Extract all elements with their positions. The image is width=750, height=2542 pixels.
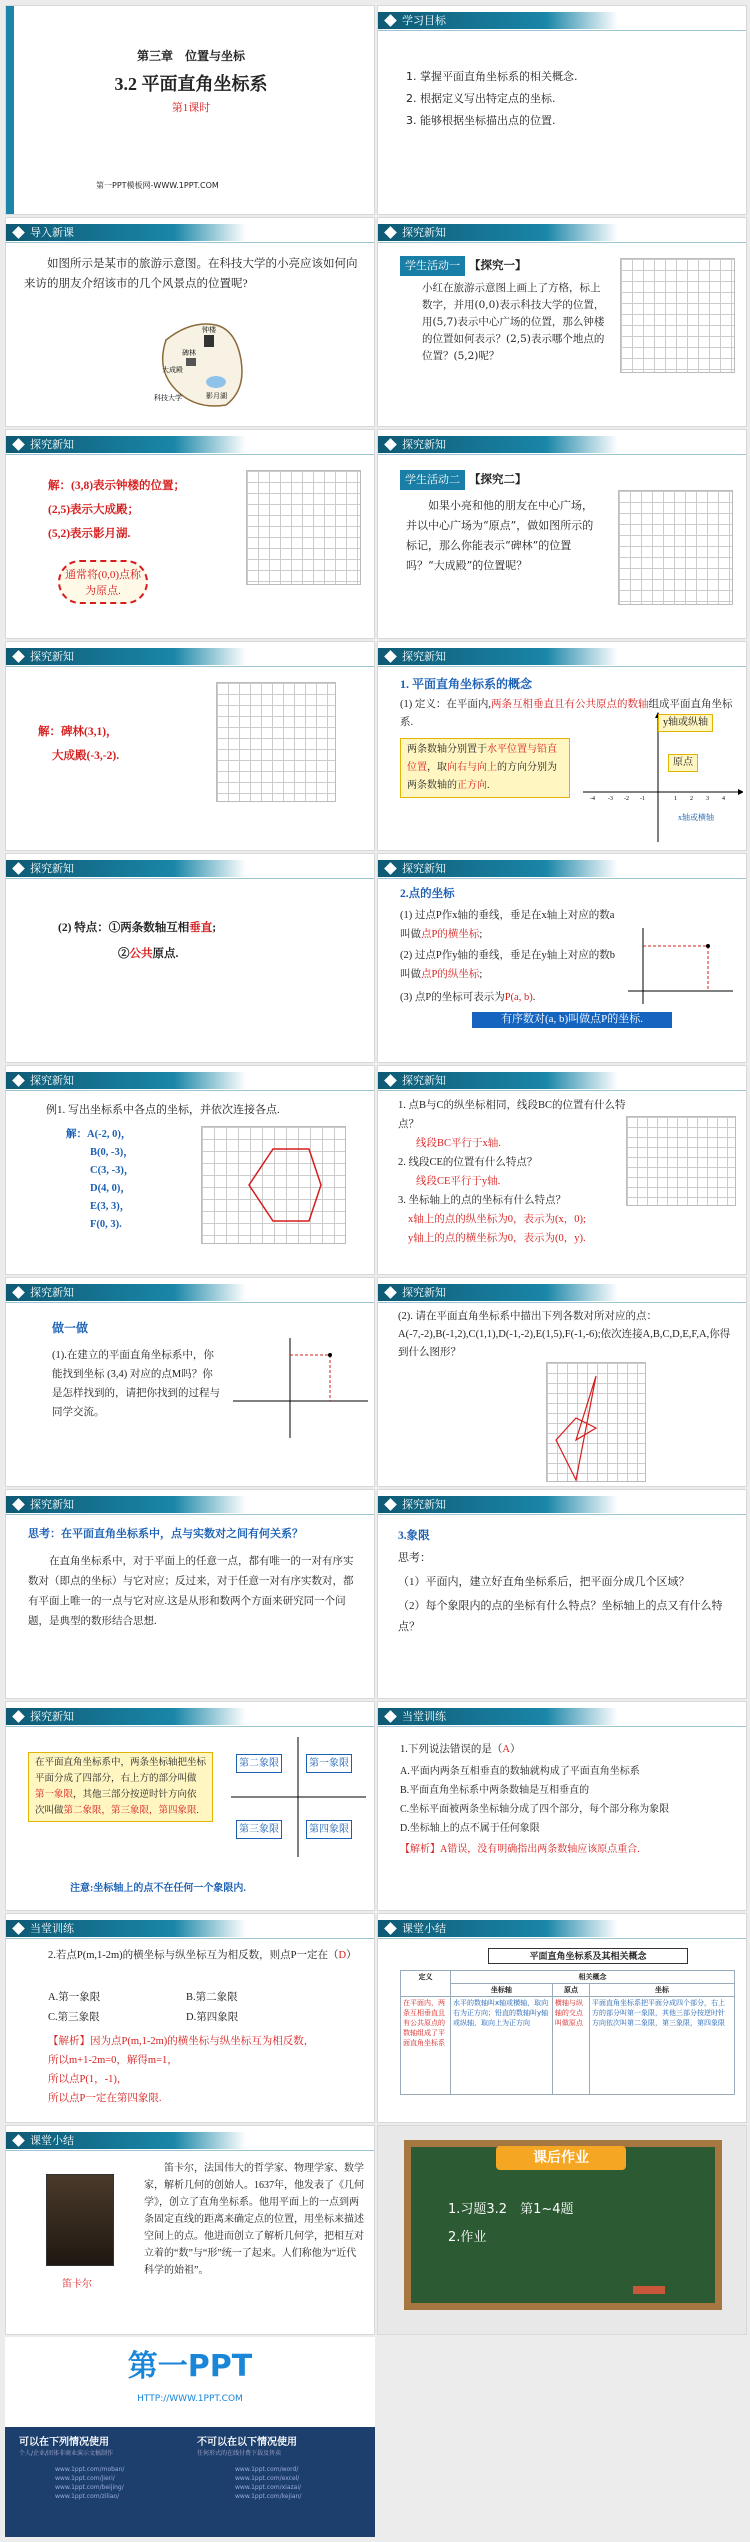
quadrant-2-label: 第二象限 [236, 1754, 282, 1773]
footer-links-left[interactable]: www.1ppt.com/moban/ www.1ppt.com/jieri/ www.1ppt.com/beijing/ www.1ppt.com/ziliao/ [55, 2466, 125, 2500]
objective-3: 3. 能够根据坐标描出点的位置. [406, 114, 556, 127]
practice-options [400, 1762, 740, 1838]
grid-map [620, 258, 735, 373]
slide-header: 探究新知 [378, 224, 618, 241]
slide-activity-2 [377, 429, 747, 639]
quadrant-3-label: 第三象限 [236, 1820, 282, 1839]
feature-line-2: ②公共原点. [118, 948, 179, 960]
slide-header: 探究新知 [6, 1496, 246, 1513]
descartes-portrait [46, 2174, 114, 2266]
slide-header: 导入新课 [6, 224, 246, 241]
answer-a: 解：A(-2, 0)， [66, 1129, 132, 1140]
axes-diagram [578, 712, 743, 847]
slide-header: 探究新知 [378, 1284, 618, 1301]
slide-header: 探究新知 [378, 1496, 618, 1513]
slide-think [5, 1489, 375, 1699]
map-label-university: 科技大学 [154, 394, 182, 402]
objective-2: 2. 根据定义写出特定点的坐标. [406, 92, 556, 105]
quadrant-axes [226, 1732, 371, 1862]
slide-header: 学习目标 [378, 12, 618, 29]
activity-bracket: 【探究二】 [469, 474, 527, 486]
axis-box: 两条数轴分别置于水平位置与铅直位置，取向右与向上的方向分别为两条数轴的正方向. [400, 738, 570, 798]
practice-analysis: 【解析】A错误，没有明确指出两条数轴应该原点重合. [400, 1844, 640, 1855]
practice-question: 1.下列说法错误的是（A） [400, 1744, 521, 1755]
slide-point-coords [377, 853, 747, 1063]
footer-right-title: 不可以在以下情况使用 [197, 2437, 297, 2448]
activity-tag: 学生活动二 [400, 470, 465, 490]
map-label-dacheng: 大成殿 [162, 366, 183, 374]
origin-bubble: 通常将(0,0)点称为原点. [58, 560, 148, 604]
footer-banner [5, 2337, 375, 2537]
quadrant-title: 3.象限 [398, 1530, 430, 1542]
tourist-map [146, 310, 256, 418]
footer-right-desc: 任何形式的在线付费下载及售卖 [197, 2450, 282, 2457]
lesson-sub: 第1课时 [171, 102, 211, 114]
homework-list [448, 2196, 574, 2252]
option-b: B.平面直角坐标系中两条数轴是互相垂直的 [400, 1785, 590, 1796]
map-label-beilin: 碑林 [182, 349, 196, 357]
fish-shape [546, 1362, 646, 1482]
think-text: 在直角坐标系中，对于平面上的任意一点，都有唯一的一对有序实数对（即点的坐标）与它对应；反过来，对于任意一对有序实数对，都有平面上唯一的一点与它对应.这是从形和数两个方面来研究同一个问题，是典型的数形结合思想. [28, 1556, 354, 1627]
svg-text:4: 4 [722, 796, 725, 802]
answer-line-1: 解：碑林(3,1)， [38, 726, 118, 738]
point-diagram [618, 926, 738, 1006]
svg-text:3: 3 [706, 796, 709, 802]
slide-title [5, 5, 375, 215]
question-1: 1. 点B与C的纵坐标相同，线段BC的位置有什么特点？ [398, 1100, 626, 1130]
answer-e: E(3, 3)， [90, 1201, 131, 1212]
option-a: A.平面内两条互相垂直的数轴就构成了平面直角坐标系 [400, 1766, 640, 1777]
eraser-icon [633, 2286, 665, 2294]
option-c: C.坐标平面被两条坐标轴分成了四个部分，每个部分称为象限 [400, 1804, 670, 1815]
answer-line-3: (5,2)表示影月湖. [48, 528, 131, 540]
quadrant-think: 思考： [398, 1552, 431, 1564]
descartes-text: 笛卡尔，法国伟大的哲学家、物理学家、数学家，解析几何的创始人。1637年，他发表了《几何学》，创立了直角坐标系。他用平面上的一点到两条固定直线的距离来确定点的位置，用坐标来描述空间上的点。他进而创立了解析几何学，把相互对立着的“数”与“形”统一了起来。人们称他为“近代科学的始祖”。 [144, 2163, 364, 2276]
slide-header: 探究新知 [6, 648, 246, 665]
hexagon-shape [201, 1126, 346, 1244]
answer-c: C(3, -3)， [90, 1165, 135, 1176]
slide-header: 探究新知 [6, 436, 246, 453]
slide-practice-2 [5, 1913, 375, 2123]
slide-header: 课堂小结 [378, 1920, 618, 1937]
slide-quadrant [377, 1489, 747, 1699]
answer-line-2: 大成殿(-3,-2). [52, 750, 120, 762]
footer-links-right[interactable]: www.1ppt.com/word/ www.1ppt.com/excel/ www.1ppt.com/xiazai/ www.1ppt.com/kejian/ [235, 2466, 302, 2500]
homework-item-2: 2.作业 [448, 2230, 487, 2245]
lesson-title: 3.2 平面直角坐标系 [114, 74, 268, 94]
answer-4: y轴上的点的横坐标为0，表示为(0，y). [408, 1233, 586, 1244]
coords-bar: 有序数对(a, b)叫做点P的坐标. [472, 1012, 672, 1028]
quadrant-1-label: 第一象限 [306, 1754, 352, 1773]
example-answer [66, 1126, 134, 1234]
quadrant-q2: （2）每个象限内的点的坐标有什么特点？坐标轴上的点又有什么特点？ [398, 1600, 723, 1633]
clocktower-icon [204, 335, 214, 347]
summary-title: 平面直角坐标系及其相关概念 [488, 1948, 688, 1964]
slide-header: 探究新知 [6, 1284, 246, 1301]
slide-header: 探究新知 [6, 1072, 246, 1089]
answer-b: B(0, -3)， [90, 1147, 134, 1158]
answer-f: F(0, 3). [90, 1219, 122, 1230]
slide-header: 当堂训练 [378, 1708, 618, 1725]
grid-map [216, 682, 336, 802]
coords-line-2: (2) 过点P作y轴的垂线，垂足在y轴上对应的数b叫做点P的纵坐标; [400, 950, 615, 980]
slide-header: 探究新知 [378, 860, 618, 877]
footer-url[interactable]: HTTP://WWW.1PPT.COM [137, 2394, 243, 2404]
footer-logo: 第一PPT [127, 2349, 253, 2384]
slide-feature [5, 853, 375, 1063]
svg-text:-4: -4 [590, 796, 595, 802]
slide-answer-1 [5, 429, 375, 639]
svg-text:-1: -1 [640, 796, 645, 802]
slide-header: 探究新知 [6, 860, 246, 877]
quadrant-box: 在平面直角坐标系中，两条坐标轴把坐标平面分成了四部分，右上方的部分叫做第一象限，其他三部分按逆时针方向依次叫做第二象限，第三象限，第四象限. [28, 1752, 213, 1822]
practice-question: 2.若点P(m,1-2m)的横坐标与纵坐标互为相反数，则点P一定在（D） [48, 1950, 357, 1961]
answer-d: D(4, 0)， [90, 1183, 131, 1194]
coords-line-1: (1) 过点P作x轴的垂线，垂足在x轴上对应的数a叫做点P的横坐标; [400, 910, 615, 940]
activity-text: 小红在旅游示意图上画上了方格，标上数字，并用(0,0)表示科技大学的位置，用(5,7)表示中心广场的位置，那么钟楼的位置如何表示？(2,5)表示哪个地点的位置？(5,2)呢？ [422, 282, 605, 362]
question-block [398, 1096, 638, 1248]
slide-concept [377, 641, 747, 851]
intro-text: 如图所示是某市的旅游示意图。在科技大学的小亮应该如何向来访的朋友介绍该市的几个风景点的位置呢? [24, 258, 358, 290]
map-label-clocktower: 钟楼 [202, 326, 216, 334]
option-d: D.坐标轴上的点不属于任何象限 [400, 1823, 540, 1834]
point-m-axes [228, 1333, 373, 1443]
objective-list [406, 66, 736, 132]
svg-text:1: 1 [674, 796, 677, 802]
option-a: A.第一象限 [48, 1992, 101, 2003]
answer-line-1: 解：(3,8)表示钟楼的位置； [48, 480, 186, 492]
practice-analysis: 【解析】因为点P(m,1-2m)的横坐标与纵坐标互为相反数， 所以m+1-2m=0，解得m=1， 所以点P(1，-1)， 所以点P一定在第四象限. [48, 2036, 315, 2104]
homework-item-1: 1.习题3.2 第1~4题 [448, 2202, 574, 2217]
think-question: 思考：在平面直角坐标系中，点与实数对之间有何关系？ [28, 1528, 303, 1540]
activity-text: 如果小亮和他的朋友在中心广场，并以中心广场为“原点”，做如图所示的标记，那么你能表示“碑林”的位置吗？“大成殿”的位置呢？ [406, 499, 594, 572]
slide-header: 课堂小结 [6, 2132, 246, 2149]
map-label-lake: 影月湖 [206, 392, 227, 400]
answer-1: 线段BC平行于x轴. [416, 1138, 501, 1149]
grid-map [618, 490, 733, 605]
slide-descartes [5, 2125, 375, 2335]
answer-3: x轴上的点的纵坐标为0，表示为(x，0); [408, 1214, 586, 1225]
slide-example-1 [5, 1065, 375, 1275]
quadrant-note: 注意:坐标轴上的点不在任何一个象限内. [70, 1883, 246, 1894]
concept-definition: (1) 定义：在平面内,两条互相垂直且有公共原点的数轴组成平面直角坐标系. [400, 699, 733, 728]
slide-homework [377, 2125, 747, 2335]
portrait-caption: 笛卡尔 [62, 2279, 92, 2290]
activity-tag: 学生活动一 [400, 256, 465, 276]
feature-line-1: (2) 特点：①两条数轴互相垂直; [58, 922, 217, 934]
svg-text:-3: -3 [608, 796, 613, 802]
origin-label: 原点 [668, 754, 698, 772]
try-title: 做一做 [52, 1321, 89, 1335]
slide-plot-points [377, 1277, 747, 1487]
objective-1: 1. 掌握平面直角坐标系的相关概念. [406, 70, 578, 83]
footer-left-title: 可以在下列情况使用 [19, 2437, 109, 2448]
answer-line-2: (2,5)表示大成殿； [48, 504, 140, 516]
example-question: 例1. 写出坐标系中各点的坐标，并依次连接各点. [46, 1104, 280, 1116]
y-axis-label: y轴或纵轴 [658, 714, 713, 732]
slide-header: 当堂训练 [6, 1920, 246, 1937]
plot-text: (2). 请在平面直角坐标系中描出下列各数对所对应的点：A(-7,-2),B(-1,2),C(1,1),D(-1,-2),E(1,5),F(-1,-6);依次连接A,B,C,D,E,F,A,你得到什么图形？ [398, 1311, 731, 1358]
slide-practice-1 [377, 1701, 747, 1911]
slide-intro [5, 217, 375, 427]
option-b: B.第二象限 [186, 1992, 238, 2003]
option-d: D.第四象限 [186, 2012, 239, 2023]
slide-answer-2 [5, 641, 375, 851]
x-axis-label: x轴或横轴 [678, 813, 714, 822]
homework-title: 课后作业 [496, 2146, 626, 2170]
slide-header: 探究新知 [378, 436, 618, 453]
try-text: (1).在建立的平面直角坐标系中，你能找到坐标 (3,4) 对应的点M吗？你是怎样找到的，请把你找到的过程与同学交流。 [52, 1350, 220, 1418]
slide-try-it [5, 1277, 375, 1487]
quadrant-4-label: 第四象限 [306, 1820, 352, 1839]
slide-header: 探究新知 [6, 1708, 246, 1725]
question-2: 2. 线段CE的位置有什么特点？ [398, 1157, 538, 1168]
activity-bracket: 【探究一】 [469, 260, 527, 272]
answer-2: 线段CE平行于y轴. [416, 1176, 501, 1187]
slide-objectives [377, 5, 747, 215]
grid-map [246, 470, 361, 585]
coords-line-3: (3) 点P的坐标可表示为P(a, b). [400, 992, 536, 1003]
quadrant-q1: （1）平面内，建立好直角坐标系后，把平面分成几个区域？ [398, 1576, 690, 1588]
credit: 第一PPT模板网-WWW.1PPT.COM [96, 181, 219, 190]
question-3: 3. 坐标轴上的点的坐标有什么特点？ [398, 1195, 566, 1206]
slide-summary-table [377, 1913, 747, 2123]
slide-quadrant-def [5, 1701, 375, 1911]
slide-questions [377, 1065, 747, 1275]
hexagon-grid [626, 1116, 736, 1206]
slide-header: 探究新知 [378, 1072, 618, 1089]
chapter: 第三章 位置与坐标 [136, 49, 245, 63]
coords-title: 2.点的坐标 [400, 888, 455, 900]
svg-text:2: 2 [690, 796, 693, 802]
summary-table: 定义 相关概念 坐标轴 原点 坐标 在平面内，两条互相垂直且有公共原点的数轴组成了平面直角坐标系 水平的数轴叫x轴或横轴，取向右为正方向；铅直的数轴叫y轴或纵轴，取向上为正方向 横轴与纵轴的交点叫做原点 平面直角坐标系把平面分成四个部分，右上方的部分叫第一象限，其他三部分按逆时针方向依次叫第二象限，第三象限，第四象限 [400, 1970, 735, 2095]
option-c: C.第三象限 [48, 2012, 100, 2023]
concept-title: 1. 平面直角坐标系的概念 [400, 677, 533, 691]
slide-activity-1 [377, 217, 747, 427]
footer-left-desc: 个人/企业/团体非商业演示文稿制作 [19, 2450, 114, 2457]
slide-header: 探究新知 [378, 648, 618, 665]
svg-text:-2: -2 [624, 796, 629, 802]
